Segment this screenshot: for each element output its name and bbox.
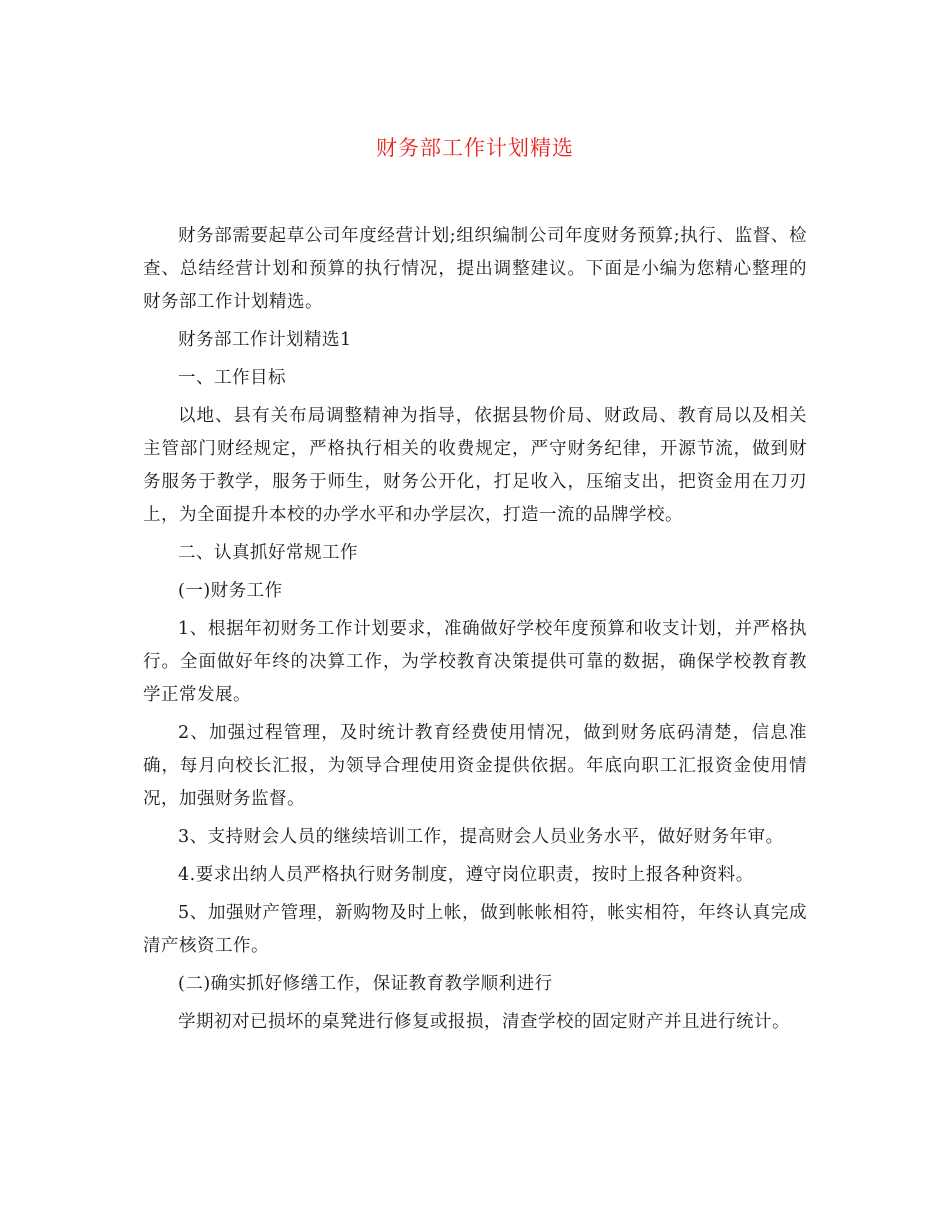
subheading-repair-work: (二)确实抓好修缮工作，保证教育教学顺利进行 bbox=[178, 974, 553, 994]
heading-work-goals: 一、工作目标 bbox=[178, 368, 286, 388]
section-heading-plan-1: 财务部工作计划精选1 bbox=[178, 330, 352, 350]
heading-routine-work: 二、认真抓好常规工作 bbox=[178, 543, 358, 563]
list-item-4: 4.要求出纳人员严格执行财务制度，遵守岗位职责，按时上报各种资料。 bbox=[178, 865, 754, 885]
paragraph-goals: 以地、县有关布局调整精神为指导，依据县物价局、财政局、教育局以及相关主管部门财经规定，严格执行相关的收费规定，严守财务纪律，开源节流，做到财务服务于教学，服务于师生，财务公开化，打足收入，压缩支出，把资金用在刀刃上，为全面提升本校的办学水平和办学层次，打造一流的品牌学校。 bbox=[143, 406, 807, 525]
list-item-5: 5、加强财产管理，新购物及时上帐，做到帐帐相符，帐实相符，年终认真完成清产核资工作。 bbox=[143, 903, 807, 956]
intro-paragraph: 财务部需要起草公司年度经营计划;组织编制公司年度财务预算;执行、监督、检查、总结经营计划和预算的执行情况，提出调整建议。下面是小编为您精心整理的财务部工作计划精选。 bbox=[143, 226, 807, 312]
document-title: 财务部工作计划精选 bbox=[376, 136, 574, 160]
paragraph-repair: 学期初对已损坏的桌凳进行修复或报损，清查学校的固定财产并且进行统计。 bbox=[178, 1012, 790, 1032]
document-body bbox=[143, 220, 807, 1044]
list-item-1: 1、根据年初财务工作计划要求，准确做好学校年度预算和收支计划，并严格执行。全面做好年终的决算工作，为学校教育决策提供可靠的数据，确保学校教育教学正常发展。 bbox=[143, 619, 807, 705]
list-item-3: 3、支持财会人员的继续培训工作，提高财会人员业务水平，做好财务年审。 bbox=[178, 827, 784, 847]
list-item-2: 2、加强过程管理，及时统计教育经费使用情况，做到财务底码清楚，信息准确，每月向校长汇报，为领导合理使用资金提供依据。年底向职工汇报资金使用情况，加强财务监督。 bbox=[143, 723, 807, 809]
subheading-finance-work: (一)财务工作 bbox=[178, 581, 283, 601]
